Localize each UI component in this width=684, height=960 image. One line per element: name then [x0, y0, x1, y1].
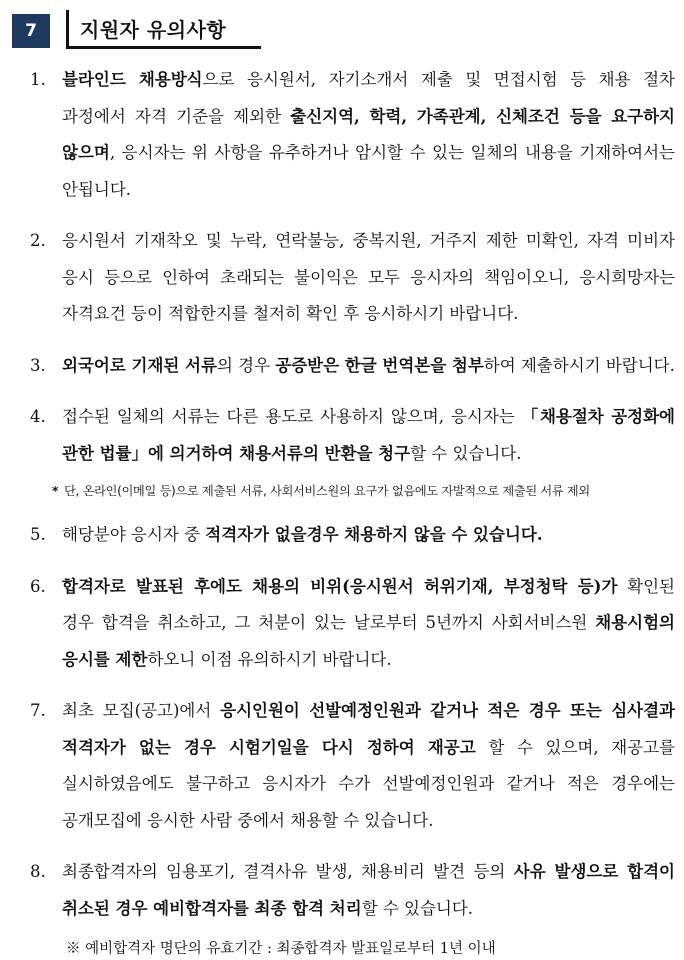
notice-item-2 — [30, 223, 675, 333]
item-number: 2. — [30, 231, 46, 250]
notice-item-3 — [30, 348, 675, 385]
section-header — [12, 10, 260, 50]
item-number: 8. — [30, 862, 46, 881]
item-text-bold: 사유 발생으로 합격이 취소된 경우 예비합격자를 최종 합격 처리 — [62, 862, 675, 918]
notice-item-7 — [30, 693, 675, 839]
item-number: 7. — [30, 701, 46, 720]
notice-item-1 — [30, 62, 675, 208]
item-text — [62, 569, 675, 679]
item-text-bold: 「채용절차 공정화에 관한 법률」에 의거하여 채용서류의 반환을 청구 — [62, 407, 675, 463]
item-text-part: 으로 응시원서, 자기소개서 제출 및 면접시험 등 채용 절차 과정에서 자격 기준을 제외한 — [62, 70, 675, 126]
item-number: 6. — [30, 576, 46, 596]
item-text-part: 응시원서 기재착오 및 누락, 연락불능, 중복지원, 거주지 제한 미확인, 자격 미비자 응시 등으로 인하여 초래되는 불이익은 모두 응시자의 책임이오니, 응시희망자는 자격요건 등이 적합한지를 철저히 확인 후 응시하시기 바랍니다. — [62, 231, 675, 323]
item-text-bold: 블라인드 채용방식 — [62, 70, 203, 89]
note-asterisk: * — [52, 484, 59, 498]
item-text — [62, 348, 675, 385]
item-text — [62, 223, 675, 333]
item-text-part: 의 경우 — [216, 355, 276, 375]
item-text-bold: 채용시험의 응시를 제한 — [62, 613, 675, 669]
item-text-part: 할 수 있으며, 재공고를 실시하였음에도 불구하고 응시자가 수가 선발예정인원과 같거나 적은 경우에는 공개모집에 응시한 사람 중에서 채용할 수 있습니다. — [62, 737, 675, 830]
notice-item-4 — [30, 399, 675, 472]
item-number: 4. — [30, 407, 46, 426]
item-text — [62, 399, 675, 472]
notice-item-6 — [30, 569, 675, 679]
item-text-part: 최초 모집(공고)에서 — [62, 701, 221, 720]
section-number-badge: 7 — [12, 14, 50, 48]
note-text: 단, 온라인(이메일 등)으로 제출된 서류, 사회서비스원의 요구가 없음에도 자발적으로 제출된 서류 제외 — [64, 484, 590, 498]
item-text-part: 하여 제출하시기 바랍니다. — [483, 355, 675, 375]
item-text-part: 할 수 있습니다. — [410, 443, 522, 463]
item-text-bold: 공증받은 한글 번역본을 첨부 — [275, 355, 484, 375]
item-text-part: 확인된 경우 합격을 취소하고, 그 처분이 있는 날로부터 5년까지 사회서비스원 — [62, 576, 675, 632]
notice-item-8 — [30, 854, 675, 927]
section-title-box — [66, 10, 261, 49]
item-text-part: 하오니 이점 유의하시기 바랍니다. — [147, 649, 392, 669]
notice-list — [30, 62, 675, 960]
item-text-part: 접수된 일체의 서류는 다른 용도로 사용하지 않으며, 응시자는 — [62, 407, 522, 426]
item-number: 3. — [30, 355, 46, 375]
item-text — [62, 62, 675, 208]
item-text-bold: 출신지역, 학력, 가족관계, 신체조건 등을 요구하지 않으며 — [62, 106, 675, 162]
item-text-part: , 응시자는 위 사항을 유추하거나 암시할 수 있는 일체의 내용을 기재하여서는 안됩니다. — [62, 143, 675, 199]
section-title: 지원자 유의사항 — [80, 18, 227, 42]
item-text-part: 할 수 있습니다. — [361, 898, 474, 918]
item-number: 1. — [30, 70, 46, 89]
item-text-bold: 외국어로 기재된 서류 — [62, 355, 217, 375]
item-4-note — [52, 481, 675, 501]
item-text-part: 해당분야 응시자 중 — [62, 525, 206, 544]
item-text-part: 최종합격자의 임용포기, 결격사유 발생, 채용비리 발견 등의 — [62, 862, 514, 881]
item-text — [62, 693, 675, 839]
item-number: 5. — [30, 525, 46, 544]
reserve-validity-footnote: ※ 예비합격자 명단의 유효기간 : 최종합격자 발표일로부터 1년 이내 — [66, 941, 496, 957]
item-text — [62, 854, 675, 927]
item-text — [62, 517, 675, 554]
item-text-bold: 적격자가 없을경우 채용하지 않을 수 있습니다. — [205, 525, 543, 544]
item-text-bold: 합격자로 발표된 후에도 채용의 비위(응시원서 허위기재, 부정청탁 등)가 — [62, 576, 618, 596]
notice-item-5 — [30, 517, 675, 554]
item-text-bold: 응시인원이 선발예정인원과 같거나 적은 경우 또는 심사결과 적격자가 없는 경우 시험기일을 다시 정하여 재공고 — [62, 701, 675, 757]
